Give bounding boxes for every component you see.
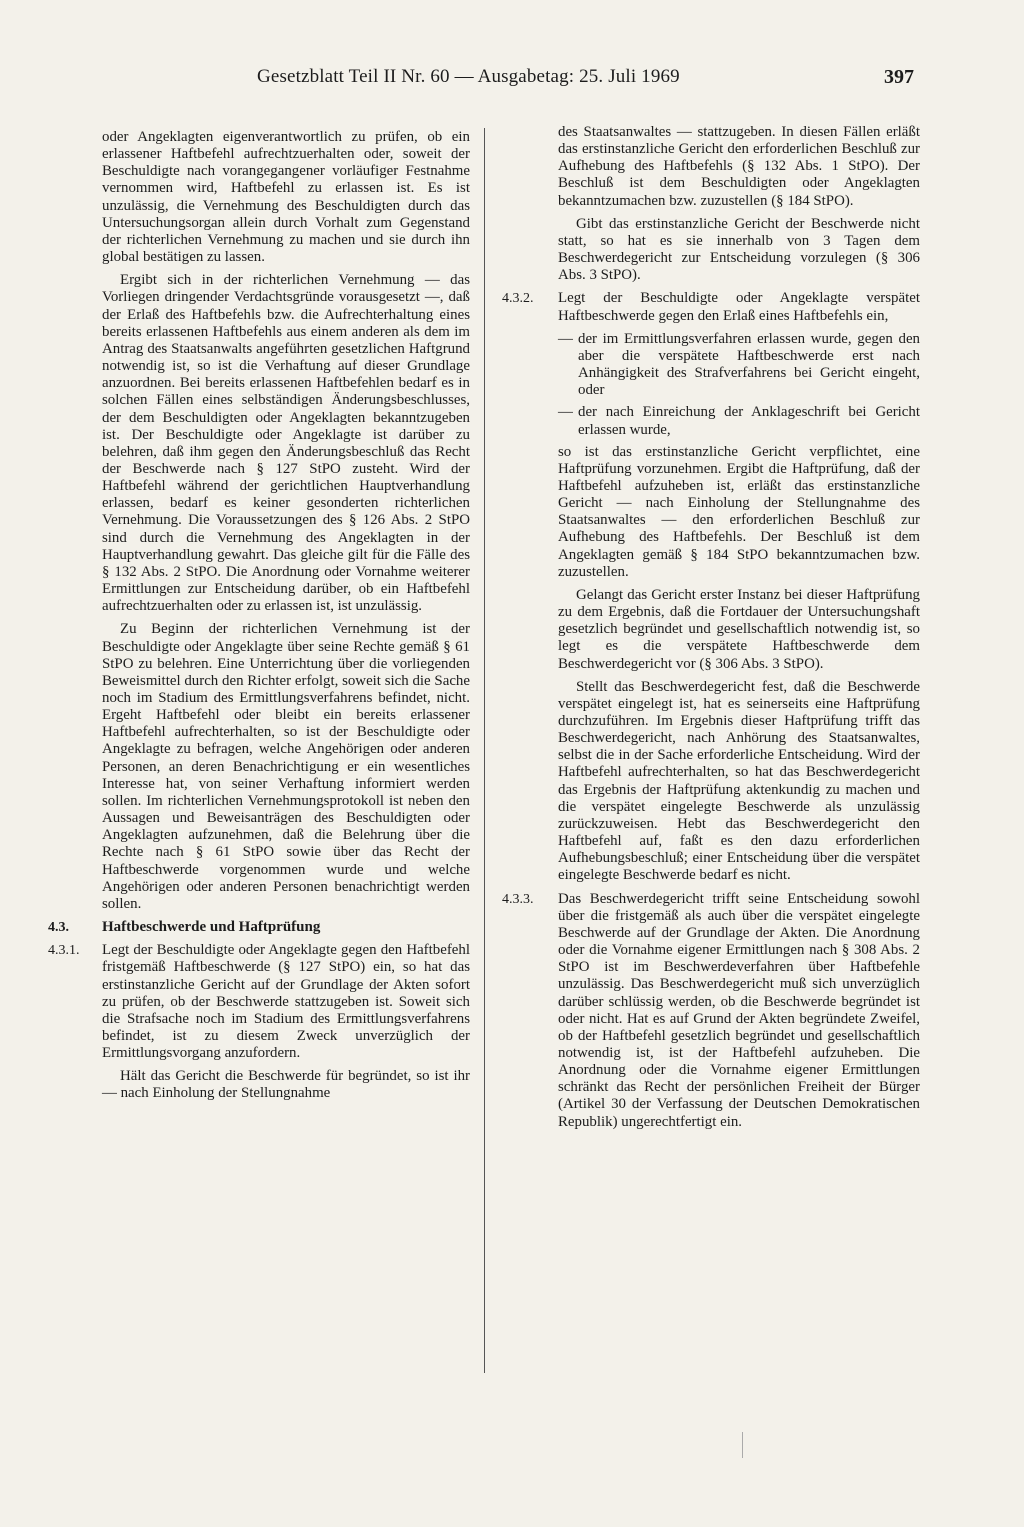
right-column: [502, 124, 920, 1137]
page-header: [0, 66, 1024, 96]
left-paragraph-3: Zu Beginn der richterlichen Vernehmung ist der Beschuldigte oder Angeklagte über seine Rechte gemäß § 61 StPO zu belehren. Eine Unterrichtung über die vorliegenden Beweismittel durch den Richter erfolgt, soweit sich die Sache noch im Stadium des Ermittlungsverfahrens befindet, nicht. Ergeht Haftbefehl oder bleibt ein bereits erlassener Haftbefehl aufrechterhalten, so ist der Beschuldigte oder Angeklagte zu befragen, welche Angehörigen oder anderen Personen, an deren Benachrichtigung er ein wesentliches Interesse hat, von seiner Verhaftung informiert werden sollen. Im richterlichen Vernehmungsprotokoll ist neben den Aussagen und Beweisanträgen des Beschuldigten oder Angeklagten aufzunehmen, daß die Belehrung über die Rechte nach § 61 StPO sowie über das Recht der Haftbeschwerde vorgenommen wurde und welche Angehörigen oder anderen Personen benachrichtigt werden sollen.: [102, 621, 470, 912]
left-column: [48, 129, 470, 1109]
section-4-3-3: [502, 890, 920, 1131]
right-paragraph-2: Gibt das erstinstanzliche Gericht der Beschwerde nicht statt, so hat es sie innerhalb von 3 Tagen dem Beschwerdegericht zur Entscheidung vorzulegen (§ 306 Abs. 3 StPO).: [558, 215, 920, 284]
section-number-4-3-1: 4.3.1.: [48, 943, 80, 959]
section-heading-4-3: [48, 919, 470, 936]
section-4-3-3-paragraph-1: Das Beschwerdegericht trifft seine Entscheidung sowohl über die fristgemäß als auch über die verspätet eingelegte Beschwerde auf der Grundlage der Akten. Die Anordnung oder die Vornahme eigener Ermittlungen nach § 308 Abs. 2 StPO ist im Beschwerdeverfahren über Haftbefehle unzulässig. Das Beschwerdegericht muß sich unverzüglich darüber schlüssig werden, ob die Beschwerde begründet ist oder nicht. Hat es auf Grund der Akten begründete Zweifel, ob der Haftbefehl gesetzlich begründet und gesellschaftlich notwendig ist, ist der Haftbefehl aufzuheben. Die Anordnung oder die Vornahme eigener Ermittlungen schränkt das Recht der persönlichen Freiheit der Bürger (Artikel 30 der Verfassung der Deutschen Demokratischen Republik) ungerechtfertigt ein.: [558, 890, 920, 1130]
column-divider: [484, 128, 485, 1373]
section-4-3-1: [48, 942, 470, 1102]
section-title-4-3: Haftbeschwerde und Haftprüfung: [102, 919, 321, 936]
section-4-3-1-paragraph-2: Hält das Gericht die Beschwerde für begründet, so ist ihr — nach Einholung der Stellungnahme: [102, 1068, 470, 1102]
section-number-4-3: 4.3.: [48, 920, 69, 936]
section-4-3-2-intro: Legt der Beschuldigte oder Angeklagte verspätet Haftbeschwerde gegen den Erlaß eines Haftbefehls ein,: [558, 290, 920, 324]
section-number-4-3-3: 4.3.3.: [502, 891, 534, 907]
section-number-4-3-2: 4.3.2.: [502, 291, 534, 307]
scan-mark: [742, 1432, 744, 1458]
left-paragraph-1: oder Angeklagten eigenverantwortlich zu prüfen, ob ein erlassener Haftbefehl aufrechtzuerhalten oder, soweit der Beschuldigte nach vorangegangener vorläufiger Festnahme vernommen wird, Haftbefehl zu erlassen ist. Es ist unzulässig, die Vernehmung des Beschuldigten durch das Untersuchungsorgan allein durch Vorhalt zum Gegenstand der richterlichen Vernehmung zu machen und sie durch ihn global bestätigen zu lassen.: [102, 129, 470, 266]
right-paragraph-1: des Staatsanwaltes — stattzugeben. In diesen Fällen erläßt das erstinstanzliche Gericht den erforderlichen Beschluß zur Aufhebung des Haftbefehls (§ 132 Abs. 1 StPO). Der Beschluß ist dem Beschuldigten oder Angeklagten bekanntzumachen bzw. zuzustellen (§ 184 StPO).: [558, 124, 920, 209]
section-4-3-2-paragraph-4: Stellt das Beschwerdegericht fest, daß die Beschwerde verspätet eingelegt ist, hat es seinerseits eine Haftprüfung durchzuführen. Im Ergebnis dieser Haftprüfung trifft das Beschwerdegericht, nach Anhörung des Staatsanwaltes, selbst die in der Sache erforderliche Entscheidung. Wird der Haftbefehl aufrechterhalten, so hat das Beschwerdegericht das Ergebnis der Haftprüfung aktenkundig zu machen und die verspätet eingelegte Beschwerde als unzulässig zurückzuweisen. Hebt das Beschwerdegericht den Haftbefehl auf, faßt es den dazu erforderlichen Aufhebungsbeschluß; einer Entscheidung über die verspätet eingelegte Beschwerde bedarf es nicht.: [558, 678, 920, 884]
page-number: 397: [884, 66, 914, 88]
section-4-3-2-paragraph-3: Gelangt das Gericht erster Instanz bei dieser Haftprüfung zu dem Ergebnis, daß die Fortdauer der Untersuchungshaft gesetzlich begründet und gesellschaftlich notwendig ist, so legt es die verspätete Haftbeschwerde dem Beschwerdegericht vor (§ 306 Abs. 3 StPO).: [558, 586, 920, 672]
section-4-3-1-paragraph-1: Legt der Beschuldigte oder Angeklagte gegen den Haftbefehl fristgemäß Haftbeschwerde (§ 127 StPO) ein, so hat das erstinstanzliche Gericht auf der Grundlage der Akten sofort zu prüfen, ob der Beschwerde stattzugeben ist. Soweit sich die Strafsache noch im Stadium des Ermittlungsverfahrens befindet, ist zu diesem Zweck unverzüglich der Ermittlungsvorgang anzufordern.: [102, 942, 470, 1062]
left-paragraph-2: Ergibt sich in der richterlichen Vernehmung — das Vorliegen dringender Verdachtsgründe vorausgesetzt —, daß der Erlaß des Haftbefehls bzw. die Aufrechterhaltung eines bereits erlassenen Haftbefehls aus einem anderen als dem im Antrag des Staatsanwalts angeführten gesetzlichen Haftgrund notwendig ist, so ist die Verhaftung auf dieser Grundlage anzuordnen. Bei bereits erlassenen Haftbefehlen bedarf es in solchen Fällen eines selbständigen Änderungsbeschlusses, der dem Beschuldigten oder Angeklagten bekanntzugeben ist. Der Beschuldigte oder Angeklagte ist darüber zu belehren, daß ihm gegen den Änderungsbeschluß das Recht der Beschwerde nach § 127 StPO zusteht. Wird der Haftbefehl während der gerichtlichen Hauptverhandlung erlassen, bedarf es keiner gesonderten richterlichen Vernehmung. Die Voraussetzungen des § 126 Abs. 2 StPO sind durch die Vernehmung des Angeklagten in der Hauptverhandlung gewahrt. Das gleiche gilt für die Fälle des § 132 Abs. 2 StPO. Die Anordnung oder Vornahme weiterer Ermittlungen zur Entscheidung darüber, ob ein Haftbefehl aufrechtzuerhalten oder zu erlassen ist, ist unzulässig.: [102, 272, 470, 615]
section-4-3-2: [502, 290, 920, 884]
section-4-3-2-list: [558, 331, 920, 439]
section-4-3-2-paragraph-2: so ist das erstinstanzliche Gericht verpflichtet, eine Haftprüfung vorzunehmen. Ergibt die Haftprüfung, daß der Haftbefehl aufzuheben ist, erläßt das erstinstanzliche Gericht — nach Einholung der Stellungnahme des Staatsanwaltes — den erforderlichen Beschluß zur Aufhebung des Haftbefehls. Der Beschluß ist dem Angeklagten gemäß § 184 StPO bekanntzumachen bzw. zuzustellen.: [558, 443, 920, 580]
list-item: — der nach Einreichung der Anklageschrift bei Gericht erlassen wurde,: [558, 404, 920, 438]
header-title: Gesetzblatt Teil II Nr. 60 — Ausgabetag: 25. Juli 1969: [257, 66, 680, 87]
list-item: — der im Ermittlungsverfahren erlassen wurde, gegen den aber die verspätete Haftbeschwerde erst nach Anhängigkeit des Strafverfahrens bei Gericht eingeht, oder: [558, 331, 920, 400]
